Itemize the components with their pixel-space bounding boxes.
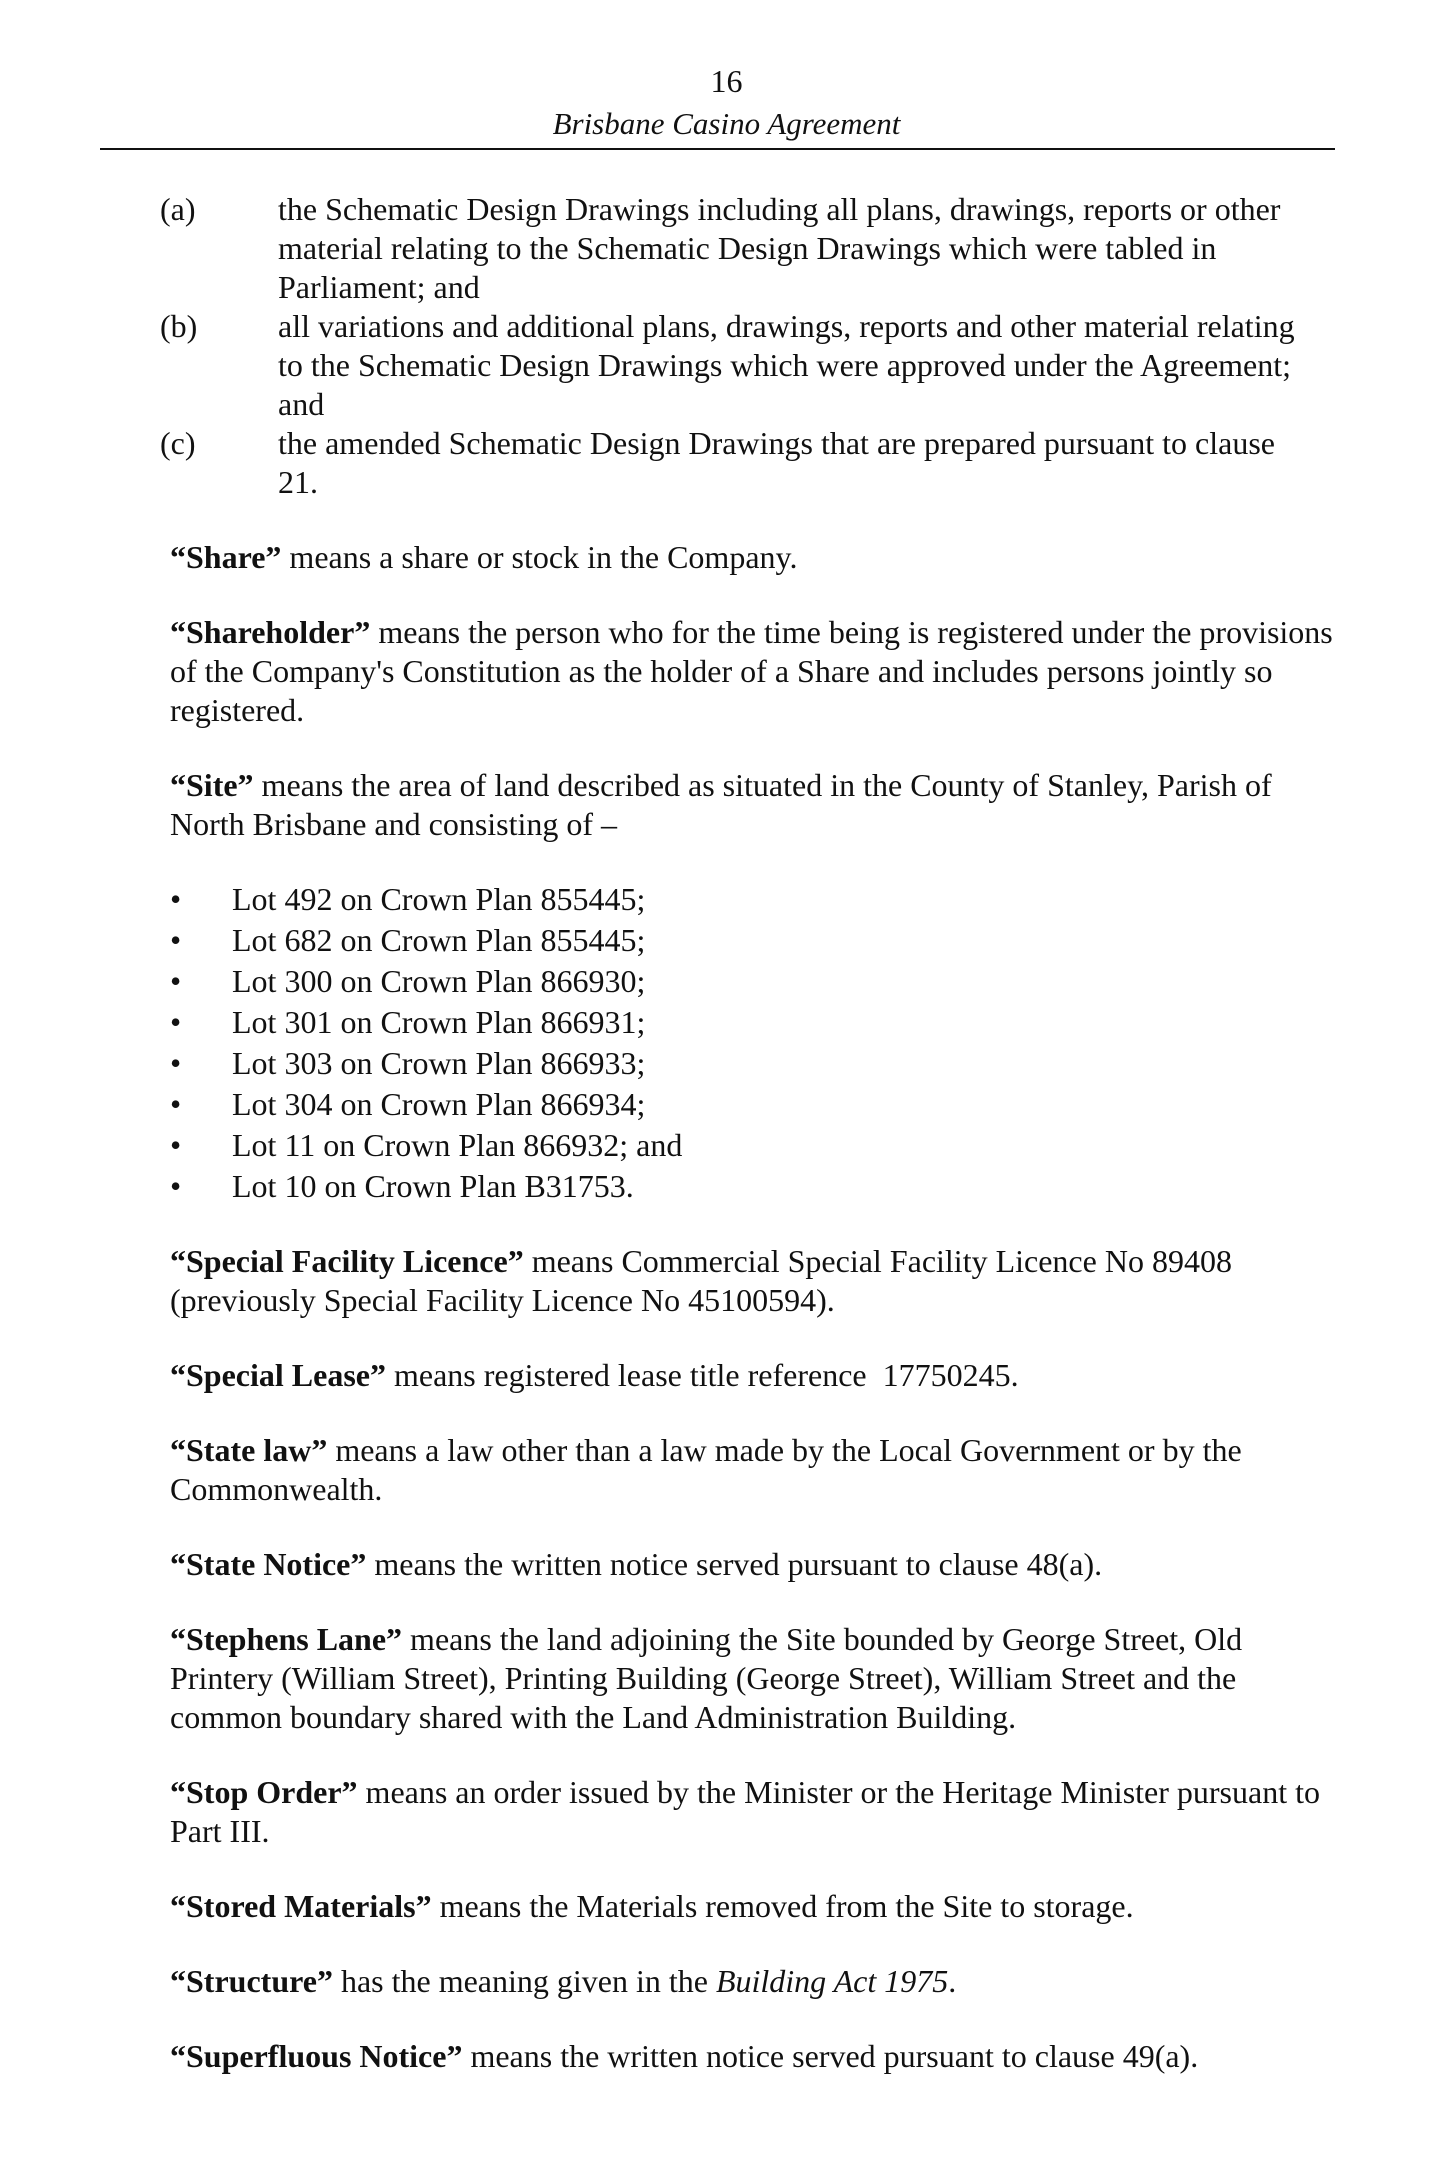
definition-text: means registered lease title reference 17750245.	[385, 1357, 1019, 1393]
page-number: 16	[710, 63, 743, 99]
definition-superfluous-notice	[170, 2037, 1340, 2076]
definition-term: “Stephens Lane”	[170, 1621, 403, 1657]
sub-item-a	[160, 190, 1340, 307]
definition-term: “Share”	[170, 539, 282, 575]
bullet-icon: •	[170, 1004, 182, 1040]
bullet-icon: •	[170, 1168, 182, 1204]
definition-text: means an order issued by the Minister or the Heritage Minister pursuant to Part III.	[170, 1774, 1320, 1849]
lot-text: Lot 301 on Crown Plan 866931;	[232, 1004, 646, 1040]
lot-text: Lot 10 on Crown Plan B31753.	[232, 1168, 634, 1204]
definition-term: “Shareholder”	[170, 614, 371, 650]
lot-text: Lot 11 on Crown Plan 866932; and	[232, 1127, 683, 1163]
definition-text: means the person who for the time being is registered under the provisions of the Company's Constitution as the holder of a Share and includes persons jointly so registered.	[170, 614, 1333, 728]
definition-text: has the meaning given in the	[332, 1963, 716, 1999]
definition-text: means the written notice served pursuant to clause 49(a).	[462, 2038, 1199, 2074]
definition-term: “Special Facility Licence”	[170, 1243, 524, 1279]
definition-share	[170, 538, 1340, 577]
lot-text: Lot 300 on Crown Plan 866930;	[232, 963, 646, 999]
bullet-icon: •	[170, 881, 182, 917]
definition-term: “Stop Order”	[170, 1774, 358, 1810]
bullet-icon: •	[170, 1127, 182, 1163]
definition-term: “Superfluous Notice”	[170, 2038, 463, 2074]
definition-term: “State Notice”	[170, 1546, 367, 1582]
sub-item-c	[160, 424, 1340, 502]
list-item	[170, 1167, 1340, 1206]
sub-item-b	[160, 307, 1340, 424]
lot-text: Lot 492 on Crown Plan 855445;	[232, 881, 646, 917]
definition-structure	[170, 1962, 1340, 2001]
running-title: Brisbane Casino Agreement	[552, 106, 901, 141]
definition-stephens-lane	[170, 1620, 1340, 1737]
bullet-icon: •	[170, 963, 182, 999]
definition-state-notice	[170, 1545, 1340, 1584]
sub-item-text: the Schematic Design Drawings including all plans, drawings, reports or other material relating to the Schematic Design Drawings which were tabled in Parliament; and	[278, 191, 1281, 305]
bullet-icon: •	[170, 1045, 182, 1081]
definition-text: means the area of land described as situated in the County of Stanley, Parish of North Brisbane and consisting of –	[170, 767, 1272, 842]
definition-term: “Special Lease”	[170, 1357, 386, 1393]
definition-text: means the written notice served pursuant to clause 48(a).	[366, 1546, 1103, 1582]
sub-item-list	[160, 190, 1340, 502]
lot-text: Lot 304 on Crown Plan 866934;	[232, 1086, 646, 1122]
list-item	[170, 962, 1340, 1001]
list-item	[170, 1085, 1340, 1124]
definition-stored-materials	[170, 1887, 1340, 1926]
sub-item-marker: (a)	[160, 191, 196, 227]
list-item	[170, 880, 1340, 919]
list-item	[170, 1126, 1340, 1165]
definition-text-end: .	[948, 1963, 957, 1999]
lot-text: Lot 682 on Crown Plan 855445;	[232, 922, 646, 958]
definition-state-law	[170, 1431, 1340, 1509]
definition-term: “Stored Materials”	[170, 1888, 432, 1924]
definition-text: means a share or stock in the Company.	[281, 539, 798, 575]
definition-term: “Site”	[170, 767, 254, 803]
site-lot-list	[170, 880, 1340, 1206]
sub-item-text: the amended Schematic Design Drawings that are prepared pursuant to clause 21.	[278, 425, 1275, 500]
page-content	[160, 190, 1340, 2076]
definition-special-facility-licence	[170, 1242, 1340, 1320]
bullet-icon: •	[170, 922, 182, 958]
sub-item-marker: (b)	[160, 308, 198, 344]
definition-term: “Structure”	[170, 1963, 333, 1999]
header-rule	[100, 148, 1335, 150]
definition-shareholder	[170, 613, 1340, 730]
bullet-icon: •	[170, 1086, 182, 1122]
act-title: Building Act 1975	[715, 1963, 949, 1999]
sub-item-text: all variations and additional plans, drawings, reports and other material relating to the Schematic Design Drawings which were approved under the Agreement; and	[278, 308, 1295, 422]
definition-term: “State law”	[170, 1432, 328, 1468]
definition-text: means the land adjoining the Site bounded by George Street, Old Printery (William Street), Printing Building (George Street), William Street and the common boundary shared with the Land Administration Building.	[170, 1621, 1243, 1735]
definition-text: means the Materials removed from the Site to storage.	[431, 1888, 1134, 1924]
definition-text: means Commercial Special Facility Licence No 89408 (previously Special Facility Licence No 45100594).	[170, 1243, 1232, 1318]
definition-text: means a law other than a law made by the Local Government or by the Commonwealth.	[170, 1432, 1242, 1507]
definition-stop-order	[170, 1773, 1340, 1851]
lot-text: Lot 303 on Crown Plan 866933;	[232, 1045, 646, 1081]
definition-special-lease	[170, 1356, 1340, 1395]
list-item	[170, 1003, 1340, 1042]
list-item	[170, 1044, 1340, 1083]
definition-site	[170, 766, 1340, 844]
sub-item-marker: (c)	[160, 425, 196, 461]
list-item	[170, 921, 1340, 960]
